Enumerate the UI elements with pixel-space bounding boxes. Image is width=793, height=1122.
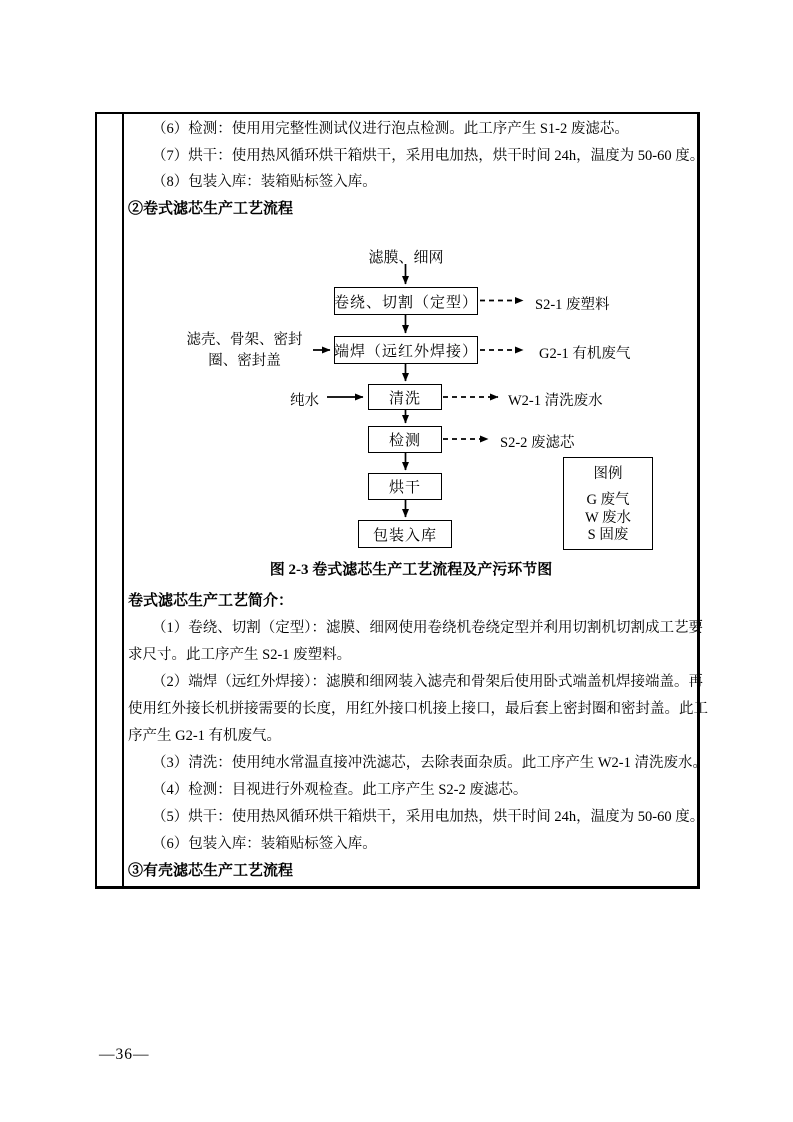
flow-box-end-welding: 端焊（远红外焊接） bbox=[334, 336, 478, 364]
flow-input-pure-water-label: 纯水 bbox=[290, 393, 319, 409]
intro-paragraph-block bbox=[128, 588, 708, 885]
paragraph-line: （6）包装入库：装箱贴标签入库。 bbox=[152, 836, 377, 852]
flow-box-packaging: 包装入库 bbox=[358, 520, 452, 548]
flow-input-membrane-label: 滤膜、细网 bbox=[368, 250, 444, 266]
paragraph-line: （2）端焊（远红外焊接）：滤膜和细网装入滤壳和骨架后使用卧式端盖机焊接端盖。再 bbox=[152, 674, 703, 690]
paragraph-line: 使用红外接长机拼接需要的长度，用红外接口机接上接口，最后套上密封圈和密封盖。此工 bbox=[128, 701, 708, 717]
paragraph-line: （4）检测：目视进行外观检查。此工序产生 S2-2 废滤芯。 bbox=[152, 782, 528, 798]
figure-caption: 图 2-3 卷式滤芯生产工艺流程及产污环节图 bbox=[269, 562, 553, 578]
section-heading-3: ③有壳滤芯生产工艺流程 bbox=[128, 863, 294, 879]
flow-output-waste-plastic-label: S2-1 废塑料 bbox=[535, 297, 610, 313]
intro-heading: 卷式滤芯生产工艺简介： bbox=[128, 593, 294, 609]
legend-entry-gas: G 废气 bbox=[586, 492, 630, 508]
legend-entry-solid: S 固废 bbox=[587, 527, 629, 543]
flow-box-drying: 烘干 bbox=[368, 473, 442, 500]
paragraph-line: 求尺寸。此工序产生 S2-1 废塑料。 bbox=[128, 647, 352, 663]
section-heading-2: ②卷式滤芯生产工艺流程 bbox=[128, 200, 294, 217]
flow-box-inspection: 检测 bbox=[368, 426, 442, 453]
legend-title: 图例 bbox=[593, 466, 623, 482]
flow-input-weld-parts-label: 滤壳、骨架、密封圈、密封盖 bbox=[186, 332, 303, 369]
flowchart-legend bbox=[563, 457, 653, 550]
top-paragraph-block bbox=[128, 116, 705, 222]
paragraph-line: 序产生 G2-1 有机废气。 bbox=[128, 728, 282, 744]
paragraph-line: （3）清洗：使用纯水常温直接冲洗滤芯，去除表面杂质。此工序产生 W2-1 清洗废水。 bbox=[152, 755, 708, 771]
paragraph-line: （1）卷绕、切割（定型）：滤膜、细网使用卷绕机卷绕定型并利用切割机切割成工艺要 bbox=[152, 620, 703, 636]
flow-box-winding-cutting: 卷绕、切割（定型） bbox=[334, 287, 478, 315]
flow-box-cleaning: 清洗 bbox=[368, 384, 442, 410]
flow-output-cleaning-wastewater-label: W2-1 清洗废水 bbox=[508, 393, 603, 409]
paragraph-line: （6）检测：使用用完整性测试仪进行泡点检测。此工序产生 S1-2 废滤芯。 bbox=[152, 121, 629, 137]
table-left-column-divider bbox=[122, 114, 124, 886]
flow-output-waste-cartridge-label: S2-2 废滤芯 bbox=[500, 435, 575, 451]
page-number: —36— bbox=[99, 1046, 150, 1063]
paragraph-line: （7）烘干：使用热风循环烘干箱烘干，采用电加热，烘干时间 24h，温度为 50-60 度。 bbox=[152, 147, 705, 164]
paragraph-line: （5）烘干：使用热风循环烘干箱烘干，采用电加热，烘干时间 24h，温度为 50-60 度。 bbox=[152, 809, 705, 825]
flow-output-organic-gas-label: G2-1 有机废气 bbox=[539, 346, 631, 362]
paragraph-line: （8）包装入库：装箱贴标签入库。 bbox=[152, 174, 377, 190]
legend-entry-water: W 废水 bbox=[584, 509, 632, 526]
